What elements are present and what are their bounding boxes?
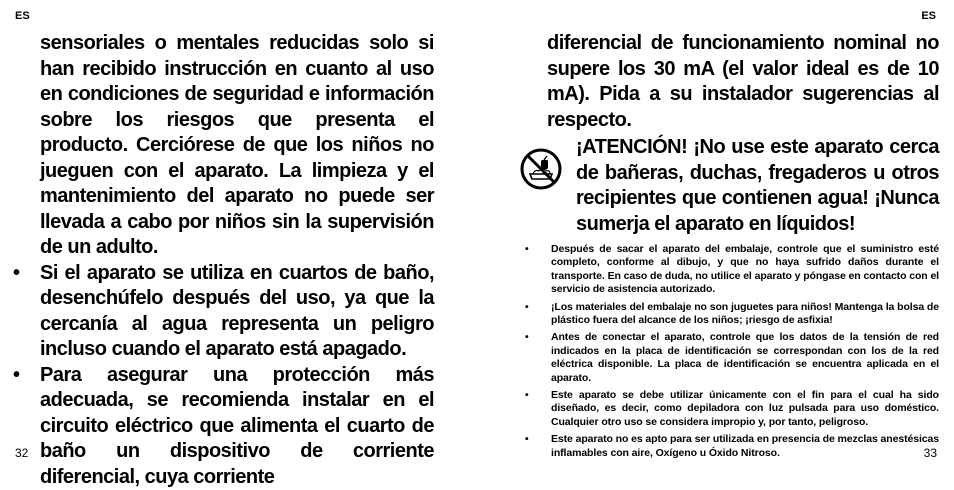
bullet-marker: • [13,261,20,287]
list-item [523,301,939,328]
continued-paragraph: sensoriales o mentales reducidas solo si han recibido instrucción en cuanto al uso en condiciones de seguridad e información sobre los riesgos que presenta el producto. Cerciórese de que los niños no jueguen con el aparato. La limpieza y el mantenimiento del aparato no puede ser llevada a cabo por niños sin la supervisión de un adulto. [40,31,434,261]
list-item [523,433,939,460]
page-number: 32 [15,446,28,460]
bullet-text: Después de sacar el aparato del embalaje, controle que el suministro esté completo, conforme al dibujo, y que no haya sufrido daños durante el transporte. En caso de duda, no utilice el aparato y póngase en contacto con el servicio de asistencia autorizado. [551,243,939,297]
bullet-marker: • [525,433,529,446]
bullet-list [40,261,434,490]
list-item [40,261,434,363]
bullet-marker: • [525,243,529,256]
right-content [547,31,939,464]
right-page [477,0,954,470]
bullet-marker: • [525,301,529,314]
bullet-text: Si el aparato se utiliza en cuartos de baño, desenchúfelo después del uso, ya que la cercanía al agua representa un peligro incluso cuando el aparato está apagado. [40,261,434,363]
left-page [0,0,477,470]
bullet-marker: • [13,363,20,389]
bullet-marker: • [525,389,529,402]
continued-paragraph: diferencial de funcionamiento nominal no supere los 30 mA (el valor ideal es de 10 mA). Pida a su instalador sugerencias al respecto. [547,31,939,133]
list-item [523,243,939,297]
warning-block [547,135,939,237]
bullet-text: Antes de conectar el aparato, controle que los datos de la tensión de red indicados en la placa de identificación se correspondan con los de la red eléctrica disponible. La placa de identificación se encuentra aplicada en el aparato. [551,331,939,385]
list-item [523,331,939,385]
list-item [40,363,434,490]
page-number: 33 [924,446,937,460]
bullet-list [523,243,939,460]
bullet-text: Para asegurar una protección más adecuada, se recomienda instalar en el circuito eléctrico que alimenta el cuarto de baño un dispositivo de corriente diferencial, cuya corriente [40,363,434,490]
no-water-bath-icon [519,147,563,191]
language-code: ES [15,10,30,22]
bullet-text: Este aparato se debe utilizar únicamente con el fin para el cual ha sido diseñado, es decir, como depiladora con luz pulsada para uso doméstico. Cualquier otro uso se considera impropio y, por tanto, peligroso. [551,389,939,429]
language-code: ES [921,10,936,22]
list-item [523,389,939,429]
warning-text: ¡ATENCIÓN! ¡No use este aparato cerca de bañeras, duchas, fregaderos u otros recipientes que contienen agua! ¡Nunca sumerja el aparato en líquidos! [576,135,939,237]
bullet-marker: • [525,331,529,344]
bullet-text: ¡Los materiales del embalaje no son juguetes para niños! Mantenga la bolsa de plástico fuera del alcance de los niños; ¡riesgo de asfixia! [551,301,939,328]
bullet-text: Este aparato no es apto para ser utilizada en presencia de mezclas anestésicas inflamables con aire, Oxígeno u Óxido Nitroso. [551,433,939,460]
left-content [40,31,434,490]
